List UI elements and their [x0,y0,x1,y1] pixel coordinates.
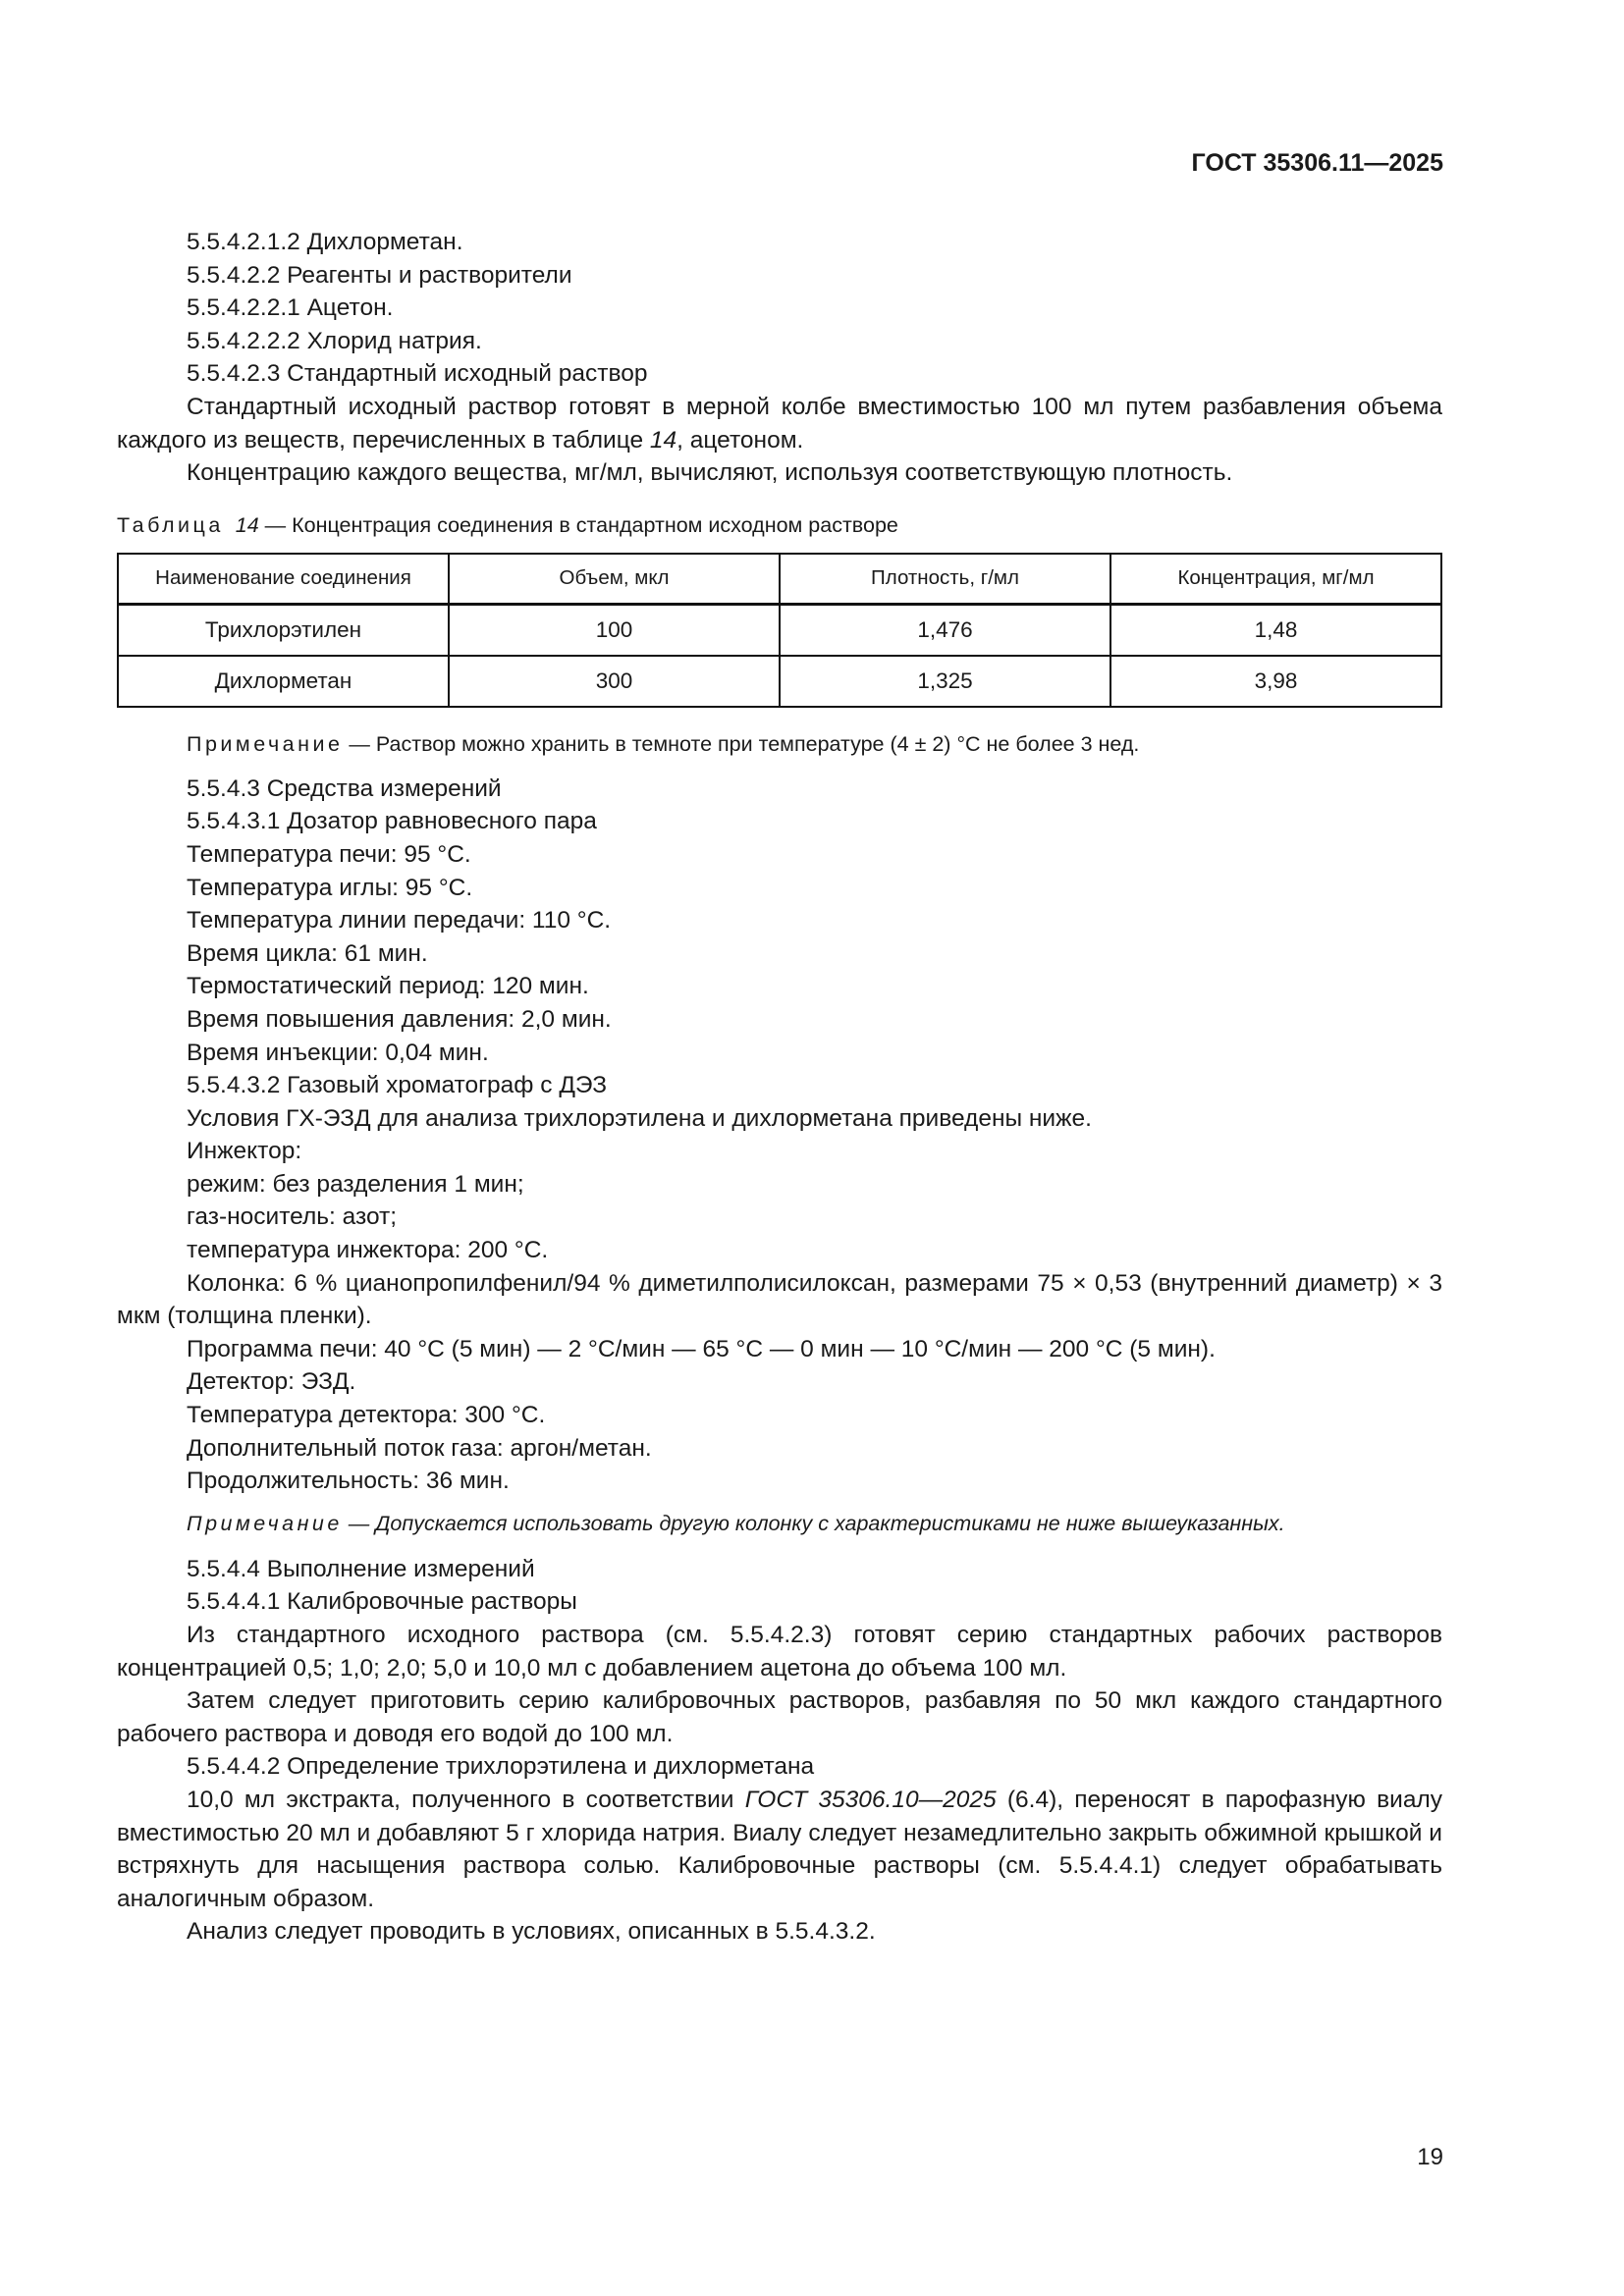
section-heading: 5.5.4.4.2 Определение трихлорэтилена и дихлорметана [187,1753,815,1781]
section-heading: 5.5.4.2.2 Реагенты и растворители [187,261,572,289]
table-note [117,729,1442,759]
parameter-line: Время инъекции: 0,04 мин. [187,1039,489,1066]
parameter-line: Условия ГХ-ЭЗД для анализа трихлорэтилена и дихлорметана приведены ниже. [187,1104,1092,1132]
parameter-line: газ-носитель: азот; [187,1203,398,1231]
parameter-line: Дополнительный поток газа: аргон/метан. [187,1434,652,1462]
document-body [117,226,1442,1949]
section-heading: 5.5.4.4 Выполнение измерений [187,1555,535,1582]
table-caption [117,511,1442,539]
note-text: — Раствор можно хранить в темноте при температуре (4 ± 2) °С не более 3 нед. [343,731,1140,756]
note-text: — Допускается использовать другую колонку с характеристиками не ниже вышеуказанных. [342,1511,1285,1535]
concentration-table [117,553,1442,708]
section-heading: 5.5.4.4.1 Калибровочные растворы [187,1588,577,1616]
table-reference: 14 [649,426,677,454]
standard-reference: ГОСТ 35306.10—2025 [744,1786,997,1813]
table-cell: 3,98 [1110,656,1441,707]
section-heading: 5.5.4.3.2 Газовый хроматограф с ДЭЗ [187,1072,608,1099]
parameter-line: режим: без разделения 1 мин; [187,1170,524,1198]
table-row [118,604,1441,656]
paragraph-calibration-1: Из стандартного исходного раствора (см. 5.5.4.2.3) готовят серию стандартных рабочих растворов концентрацией 0,5; 1,0; 2,0; 5,0 и 10,0 мл с добавлением ацетона до объема 100 мл. [117,1622,1442,1682]
paragraph-concentration: Концентрацию каждого вещества, мг/мл, вычисляют, используя соответствующую плотность. [187,459,1233,487]
section-heading: 5.5.4.3 Средства измерений [187,774,502,802]
note-label: Примечание [187,731,344,756]
parameter-line: Детектор: ЭЗД. [187,1368,356,1396]
paragraph-stock-preparation: Стандартный исходный раствор готовят в мерной колбе вместимостью 100 мл путем разбавления объема каждого из веществ, перечисленных в таблице 14, ацетоном. [117,393,1442,454]
parameter-line: Инжектор: [187,1138,302,1165]
table-row [118,656,1441,707]
table-cell: 100 [449,604,780,656]
paragraph-final: Анализ следует проводить в условиях, описанных в 5.5.4.3.2. [187,1918,876,1946]
table-cell: 1,48 [1110,604,1441,656]
parameter-line: Программа печи: 40 °С (5 мин) — 2 °С/мин — 65 °С — 0 мин — 10 °С/мин — 200 °С (5 мин). [187,1335,1216,1362]
paragraph-calibration-2: Затем следует приготовить серию калибровочных растворов, разбавляя по 50 мкл каждого стандартного рабочего раствора и доводя его водой до 100 мл. [117,1687,1442,1747]
table-header-cell: Плотность, г/мл [780,554,1110,605]
table-number: 14 [235,512,259,537]
parameter-line: Термостатический период: 120 мин. [187,973,589,1000]
parameter-line: Температура печи: 95 °С. [187,840,471,868]
table-header-cell: Объем, мкл [449,554,780,605]
section-heading: 5.5.4.3.1 Дозатор равновесного пара [187,808,597,835]
table-cell: Дихлорметан [118,656,449,707]
table-cell: Трихлорэтилен [118,604,449,656]
parameter-line: Время повышения давления: 2,0 мин. [187,1005,612,1033]
table-cell: 1,325 [780,656,1110,707]
section-heading: 5.5.4.2.2.1 Ацетон. [187,294,394,322]
parameter-line: Время цикла: 61 мин. [187,939,428,967]
parameter-line: Температура иглы: 95 °С. [187,874,473,901]
table-label: Таблица [117,512,224,537]
page-header: ГОСТ 35306.11—2025 [1191,149,1443,177]
page-number: 19 [1417,2144,1443,2170]
table-header-row [118,554,1441,605]
section-heading: 5.5.4.2.3 Стандартный исходный раствор [187,360,648,388]
table-header-cell: Концентрация, мг/мл [1110,554,1441,605]
parameter-line: Температура линии передачи: 110 °С. [187,907,612,934]
section-heading: 5.5.4.2.2.2 Хлорид натрия. [187,327,482,354]
column-note [117,1508,1442,1539]
note-label: Примечание [187,1511,343,1535]
parameter-line: Температура детектора: 300 °С. [187,1402,546,1429]
table-title: — Концентрация соединения в стандартном исходном растворе [258,512,898,537]
column-description: Колонка: 6 % цианопропилфенил/94 % диметилполисилоксан, размерами 75 × 0,53 (внутренний диаметр) × 3 мкм (толщина пленки). [117,1269,1442,1330]
table-cell: 300 [449,656,780,707]
parameter-line: Продолжительность: 36 мин. [187,1468,510,1495]
parameter-line: температура инжектора: 200 °С. [187,1237,549,1264]
paragraph-extract: 10,0 мл экстракта, полученного в соответствии ГОСТ 35306.10—2025 (6.4), переносят в парофазную виалу вместимостью 20 мл и добавляют 5 г хлорида натрия. Виалу следует незамедлительно закрыть обжимной крышкой и встряхнуть для насыщения раствора солью. Калибровочные растворы (см. 5.5.4.4.1) следует обрабатывать аналогичным образом. [117,1786,1442,1912]
table-header-cell: Наименование соединения [118,554,449,605]
table-cell: 1,476 [780,604,1110,656]
section-heading: 5.5.4.2.1.2 Дихлорметан. [187,229,463,255]
